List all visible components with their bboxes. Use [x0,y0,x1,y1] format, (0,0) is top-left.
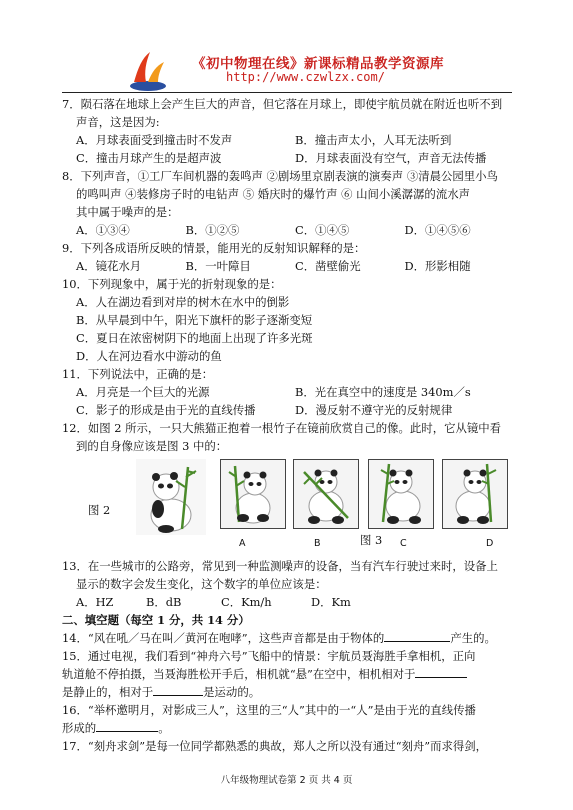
q15-text-4: 是运动的。 [203,685,261,699]
q15-text-3: 是静止的，相对于 [62,685,154,699]
question-15 [62,647,514,701]
q9-option-a: A．镜花水月 [76,259,142,273]
q10-options [62,293,514,365]
q7-option-b: B．撞击声太小，人耳无法听到 [295,133,452,147]
q16-blank[interactable] [96,719,158,732]
question-12 [62,419,514,551]
q8-option-a: A．①③④ [76,223,130,237]
question-11 [62,365,514,419]
header-title: 《初中物理在线》新课标精品教学资源库 [192,56,444,72]
q7-option-a: A．月球表面受到撞击时不发声 [76,133,233,147]
page-footer: 八年级物理试卷第 2 页 共 4 页 [220,775,353,786]
q11-option-c: C．影子的形成是由于光的直线传播 [76,403,256,417]
figure-2-label: 图 2 [88,503,111,517]
q16-text: 16．“举杯邀明月，对影成三人”，这里的三“人”其中的一“人”是由于光的直线传播 [62,703,476,717]
question-8 [62,167,514,239]
q8-stem-cont2: 其中属于噪声的是： [76,205,179,219]
q13-stem: 13．在一些城市的公路旁，常见到一种监测噪声的设备，当有汽车行驶过来时，设备上 [62,559,498,573]
q7-option-c: C．撞击月球产生的是超声波 [76,151,222,165]
panda-icon [443,460,507,528]
figure-option-d-label: D [486,538,494,549]
q7-option-d: D．月球表面没有空气，声音无法传播 [295,151,487,165]
question-14 [62,629,514,647]
q13-option-c: C．Km/h [221,595,272,609]
option-c-panda-image [368,459,434,529]
q8-options [62,221,514,239]
q9-option-d: D．形影相随 [404,259,471,273]
q10-stem: 10．下列现象中，属于光的折射现象的是： [62,277,282,291]
q12-stem: 12．如图 2 所示，一只大熊猫正抱着一根竹子在镜前欣赏自己的像。此时，它从镜中看 [62,421,502,435]
q13-option-b: B．dB [146,595,182,609]
page-header [0,0,573,92]
section-2-heading: 二、填空题（每空 1 分，共 14 分） [62,613,250,627]
figure-option-b-label: B [314,538,321,549]
q15-blank-1[interactable] [415,665,467,678]
q14-text: 14．“风在吼／马在叫／黄河在咆哮”，这些声音都是由于物体的 [62,631,385,645]
q13-stem-cont: 显示的数字会发生变化，这个数字的单位应该是： [76,577,327,591]
q7-stem: 7．陨石落在地球上会产生巨大的声音，但它落在月球上，即使宇航员就在附近也听不到 [62,97,503,111]
q11-stem: 11．下列说法中，正确的是： [62,367,214,381]
q17-text: 17．“刻舟求剑”是每一位同学都熟悉的典故，郑人之所以没有通过“刻舟”而求得剑， [62,739,488,753]
question-16 [62,701,514,737]
site-logo-icon [128,48,168,92]
q16-text-end: 。 [158,721,170,735]
q13-options [62,593,514,611]
question-13 [62,557,514,611]
q11-option-a: A．月亮是一个巨大的光源 [76,385,210,399]
figure-3-label: 图 3 [360,533,383,547]
q13-option-a: A．HZ [76,595,114,609]
question-7 [62,95,514,167]
panda-icon [221,460,285,528]
q10-option-d: D．人在河边看水中游动的鱼 [76,349,222,363]
q13-option-d: D．Km [311,595,351,609]
q12-stem-cont: 到的自身像应该是图 3 中的： [76,439,228,453]
option-b-panda-image [293,459,359,529]
q8-stem: 8．下列声音，①工厂车间机器的轰鸣声 ②剧场里京剧表演的演奏声 ③清晨公园里小鸟 [62,169,498,183]
q7-options [62,131,514,167]
option-d-panda-image [442,459,508,529]
q14-blank[interactable] [384,629,450,642]
q14-text-end: 产生的。 [450,631,496,645]
q16-text-2: 形成的 [62,721,97,735]
q9-stem: 9．下列各成语所反映的情景，能用光的反射知识解释的是： [62,241,366,255]
header-divider [62,92,512,93]
figure-option-c-label: C [400,538,407,549]
q15-text-2: 轨道舱不停拍摄，当聂海胜松开手后，相机就“悬”在空中，相机相对于 [62,667,416,681]
q10-option-c: C．夏日在浓密树阴下的地面上出现了许多光斑 [76,331,313,345]
q11-options [62,383,514,419]
q8-option-c: C．①④⑤ [295,223,350,237]
q11-option-d: D．漫反射不遵守光的反射规律 [295,403,453,417]
q8-option-d: D．①④⑤⑥ [404,223,471,237]
question-10 [62,275,514,365]
q9-option-b: B．一叶障目 [185,259,251,273]
header-url[interactable]: http://www.czwlzx.com/ [226,70,385,84]
q15-text: 15．通过电视，我们看到“神舟六号”飞船中的情景：宇航员聂海胜手拿相机，正向 [62,649,476,663]
q15-blank-2[interactable] [153,683,203,696]
panda-figures [62,459,514,551]
question-17 [62,737,514,755]
panda-icon [369,460,433,528]
q10-option-a: A．人在湖边看到对岸的树木在水中的倒影 [76,295,290,309]
figure-2-panda-image [136,459,206,535]
figure-option-a-label: A [239,538,246,549]
q8-option-b: B．①②⑤ [185,223,240,237]
panda-icon [294,460,358,528]
option-a-panda-image [220,459,286,529]
exam-content [62,95,514,755]
q9-options [62,257,514,275]
q9-option-c: C．凿壁偷光 [295,259,361,273]
q10-option-b: B．从早晨到中午，阳光下旗杆的影子逐渐变短 [76,313,313,327]
q7-stem-cont: 声音，这是因为: [76,115,160,129]
q8-stem-cont: 的鸣叫声 ④装修房子时的电钻声 ⑤ 婚庆时的爆竹声 ⑥ 山间小溪潺潺的流水声 [76,187,470,201]
question-9 [62,239,514,275]
q11-option-b: B．光在真空中的速度是 340m／s [295,385,471,399]
panda-icon [136,459,206,535]
